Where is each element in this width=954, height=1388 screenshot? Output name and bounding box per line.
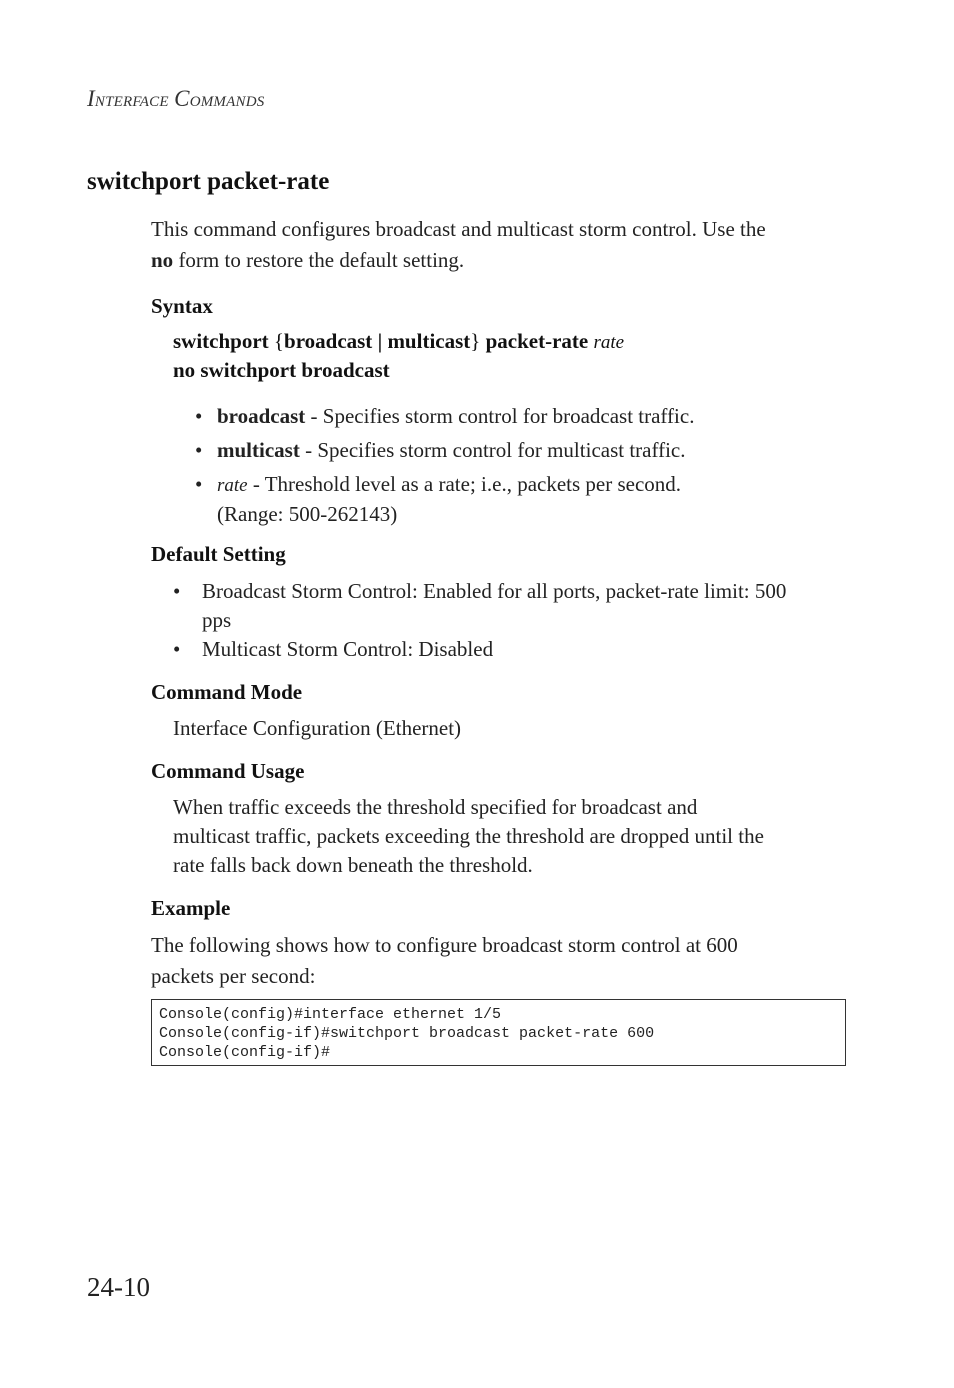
intro-paragraph xyxy=(151,214,766,276)
running-head xyxy=(87,86,264,112)
code-example-box xyxy=(151,999,846,1066)
intro-no-keyword: no xyxy=(151,248,174,272)
param-name: rate xyxy=(217,475,248,496)
syntax-separator: | xyxy=(377,329,383,353)
bullet-dot: • xyxy=(195,472,203,496)
command-usage-heading: Command Usage xyxy=(151,759,305,783)
param-item-rate xyxy=(195,470,694,529)
usage-line: multicast traffic, packets exceeding the threshold are dropped until the xyxy=(173,824,764,848)
bullet-dot: • xyxy=(195,404,203,428)
param-name: multicast xyxy=(217,438,300,462)
example-line: packets per second: xyxy=(151,964,316,988)
param-name: broadcast xyxy=(217,404,306,428)
example-text xyxy=(151,930,738,992)
syntax-kw-switchport: switchport xyxy=(173,329,269,353)
param-item-multicast xyxy=(195,436,694,465)
default-item-line-1: Broadcast Storm Control: Enabled for all ports, packet-rate limit: 500 xyxy=(202,579,787,603)
example-heading: Example xyxy=(151,896,231,920)
default-item-broadcast xyxy=(173,577,787,635)
default-item-line-1: Multicast Storm Control: Disabled xyxy=(202,637,494,661)
intro-line-2 xyxy=(151,245,766,276)
syntax-brace-close: } xyxy=(470,329,481,353)
command-mode-text: Interface Configuration (Ethernet) xyxy=(173,716,462,740)
intro-line-2-rest: form to restore the default setting. xyxy=(173,248,465,272)
param-item-broadcast xyxy=(195,402,695,431)
running-head-rest-2: OMMANDS xyxy=(189,94,265,110)
syntax-heading: Syntax xyxy=(151,294,213,318)
default-setting-heading: Default Setting xyxy=(151,542,286,566)
syntax-line-2: no switchport broadcast xyxy=(173,358,390,382)
running-head-cap-1: I xyxy=(87,86,95,111)
page-number: 24-10 xyxy=(87,1272,150,1302)
default-item-line-2: pps xyxy=(202,608,232,632)
command-mode-heading: Command Mode xyxy=(151,680,303,704)
bullet-dot: • xyxy=(195,438,203,462)
syntax-kw-multicast: multicast xyxy=(387,329,471,353)
syntax-kw-packet-rate: packet-rate xyxy=(485,329,589,353)
code-line: Console(config)#interface ethernet 1/5 xyxy=(159,1006,502,1023)
param-desc: - Threshold level as a rate; i.e., packets per second. xyxy=(247,472,682,496)
code-line: Console(config-if)# xyxy=(159,1044,331,1061)
param-range: (Range: 500-262143) xyxy=(217,502,398,526)
usage-line: When traffic exceeds the threshold specified for broadcast and xyxy=(173,795,698,819)
syntax-param-rate: rate xyxy=(593,332,625,353)
bullet-dot: • xyxy=(173,579,181,603)
running-head-rest-1: NTERFACE xyxy=(94,94,169,110)
usage-line: rate falls back down beneath the threshold. xyxy=(173,853,533,877)
running-head-cap-2: C xyxy=(174,86,190,111)
code-line: Console(config-if)#switchport broadcast packet-rate 600 xyxy=(159,1025,655,1042)
param-desc: - Specifies storm control for broadcast traffic. xyxy=(305,404,695,428)
syntax-param-list xyxy=(195,402,695,529)
param-desc: - Specifies storm control for multicast traffic. xyxy=(299,438,686,462)
syntax-brace-open: { xyxy=(273,329,285,353)
bullet-dot: • xyxy=(173,637,181,661)
command-usage-text xyxy=(173,793,764,880)
intro-line-1: This command configures broadcast and multicast storm control. Use the xyxy=(151,217,766,241)
example-line: The following shows how to configure broadcast storm control at 600 xyxy=(151,933,738,957)
syntax-line-1 xyxy=(173,329,624,354)
command-title: switchport packet-rate xyxy=(87,168,330,195)
default-setting-list xyxy=(173,577,787,664)
default-item-multicast xyxy=(173,635,786,664)
syntax-kw-broadcast: broadcast xyxy=(284,329,373,353)
